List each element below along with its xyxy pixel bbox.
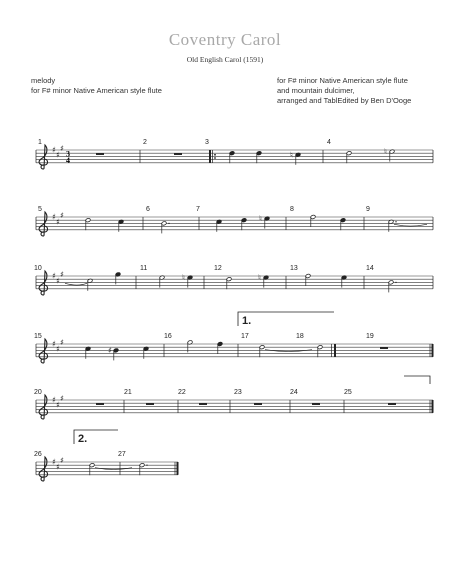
sharp-icon: ♯ [56,150,60,160]
sharp-icon: ♯ [56,344,60,354]
sharp-icon: ♯ [56,400,60,410]
final-barline [432,400,434,413]
measure-number: 1 [38,139,42,146]
measure-number: 12 [214,265,222,272]
whole-rest-icon [312,403,320,405]
sharp-icon: ♯ [56,276,60,286]
measure-number: 22 [178,389,186,396]
sharp-icon: ♯ [60,393,64,403]
measure-number: 14 [366,265,374,272]
sharp-icon: ♯ [52,271,56,281]
repeat-barline [334,344,336,357]
measure-number: 18 [296,333,304,340]
measure-number: 8 [290,206,294,213]
sharp-icon: ♯ [52,457,56,467]
sharp-icon: ♯ [60,143,64,153]
measure-number: 26 [34,451,42,458]
time-signature-bottom: 4 [66,155,70,165]
treble-clef-icon [39,457,47,481]
left-header-line: melody [31,76,56,85]
treble-clef-icon [39,271,47,295]
right-header-line: arranged and TablEdited by Ben D'Ooge [277,96,412,105]
natural-icon: ♮ [259,214,262,224]
measure-number: 24 [290,389,298,396]
sharp-icon: ♯ [108,345,112,355]
whole-rest-icon [388,403,396,405]
volta-line [238,312,334,326]
sharp-icon: ♯ [60,269,64,279]
staff-system [34,389,434,419]
staff-system [36,206,433,236]
measure-number: 10 [34,265,42,272]
measure-number: 4 [327,139,331,146]
whole-rest-icon [96,153,104,155]
natural-icon: ♮ [182,273,185,283]
measure-number: 9 [366,206,370,213]
measure-number: 7 [196,206,200,213]
sharp-icon: ♯ [52,212,56,222]
sharp-icon: ♯ [52,145,56,155]
staff-system [34,333,434,363]
left-header-line: for F# minor Native American style flute [31,86,162,95]
whole-rest-icon [199,403,207,405]
volta-line [404,376,430,384]
page-title: Coventry Carol [168,30,282,49]
repeat-dot [214,154,216,156]
repeat-dot [214,157,216,159]
right-header-line: and mountain dulcimer, [277,86,355,95]
staff-system [34,451,179,481]
volta-label: 2. [78,433,88,445]
treble-clef-icon [39,395,47,419]
natural-icon: ♮ [258,273,261,283]
final-barline [432,344,434,357]
treble-clef-icon [39,212,47,236]
staff-system [34,265,433,295]
measure-number: 17 [241,333,249,340]
sharp-icon: ♯ [60,337,64,347]
measure-number: 13 [290,265,298,272]
tie [65,283,87,285]
volta-bracket [238,312,334,327]
augmentation-dot [395,282,396,283]
final-barline [177,462,179,475]
natural-icon: ♮ [384,147,387,157]
augmentation-dot [395,221,396,222]
sharp-icon: ♯ [60,210,64,220]
whole-rest-icon [174,153,182,155]
measure-number: 27 [118,451,126,458]
repeat-barline [209,150,211,163]
measure-number: 25 [344,389,352,396]
right-header-line: for F# minor Native American style flute [277,76,408,85]
time-signature-top: 3 [66,149,70,159]
measure-number: 2 [143,139,147,146]
augmentation-dot [168,223,169,224]
whole-rest-icon [254,403,262,405]
sharp-icon: ♯ [60,455,64,465]
treble-clef-icon [39,145,47,169]
tie [394,224,427,226]
measure-number: 23 [234,389,242,396]
measure-number: 15 [34,333,42,340]
measure-number: 19 [366,333,374,340]
measure-number: 3 [205,139,209,146]
whole-rest-icon [146,403,154,405]
treble-clef-icon [39,339,47,363]
whole-rest-icon [380,347,388,349]
volta-bracket [74,430,118,445]
measure-number: 21 [124,389,132,396]
measure-number: 11 [140,265,148,272]
page-subtitle: Old English Carol (1591) [186,55,264,64]
natural-icon: ♮ [290,150,293,160]
sharp-icon: ♯ [56,217,60,227]
measure-number: 20 [34,389,42,396]
measure-number: 16 [164,333,172,340]
augmentation-dot [146,465,147,466]
sharp-icon: ♯ [52,395,56,405]
sharp-icon: ♯ [52,339,56,349]
measure-number: 5 [38,206,42,213]
whole-rest-icon [96,403,104,405]
volta-label: 1. [242,315,252,327]
staff-system [36,139,433,169]
measure-number: 6 [146,206,150,213]
sharp-icon: ♯ [56,462,60,472]
